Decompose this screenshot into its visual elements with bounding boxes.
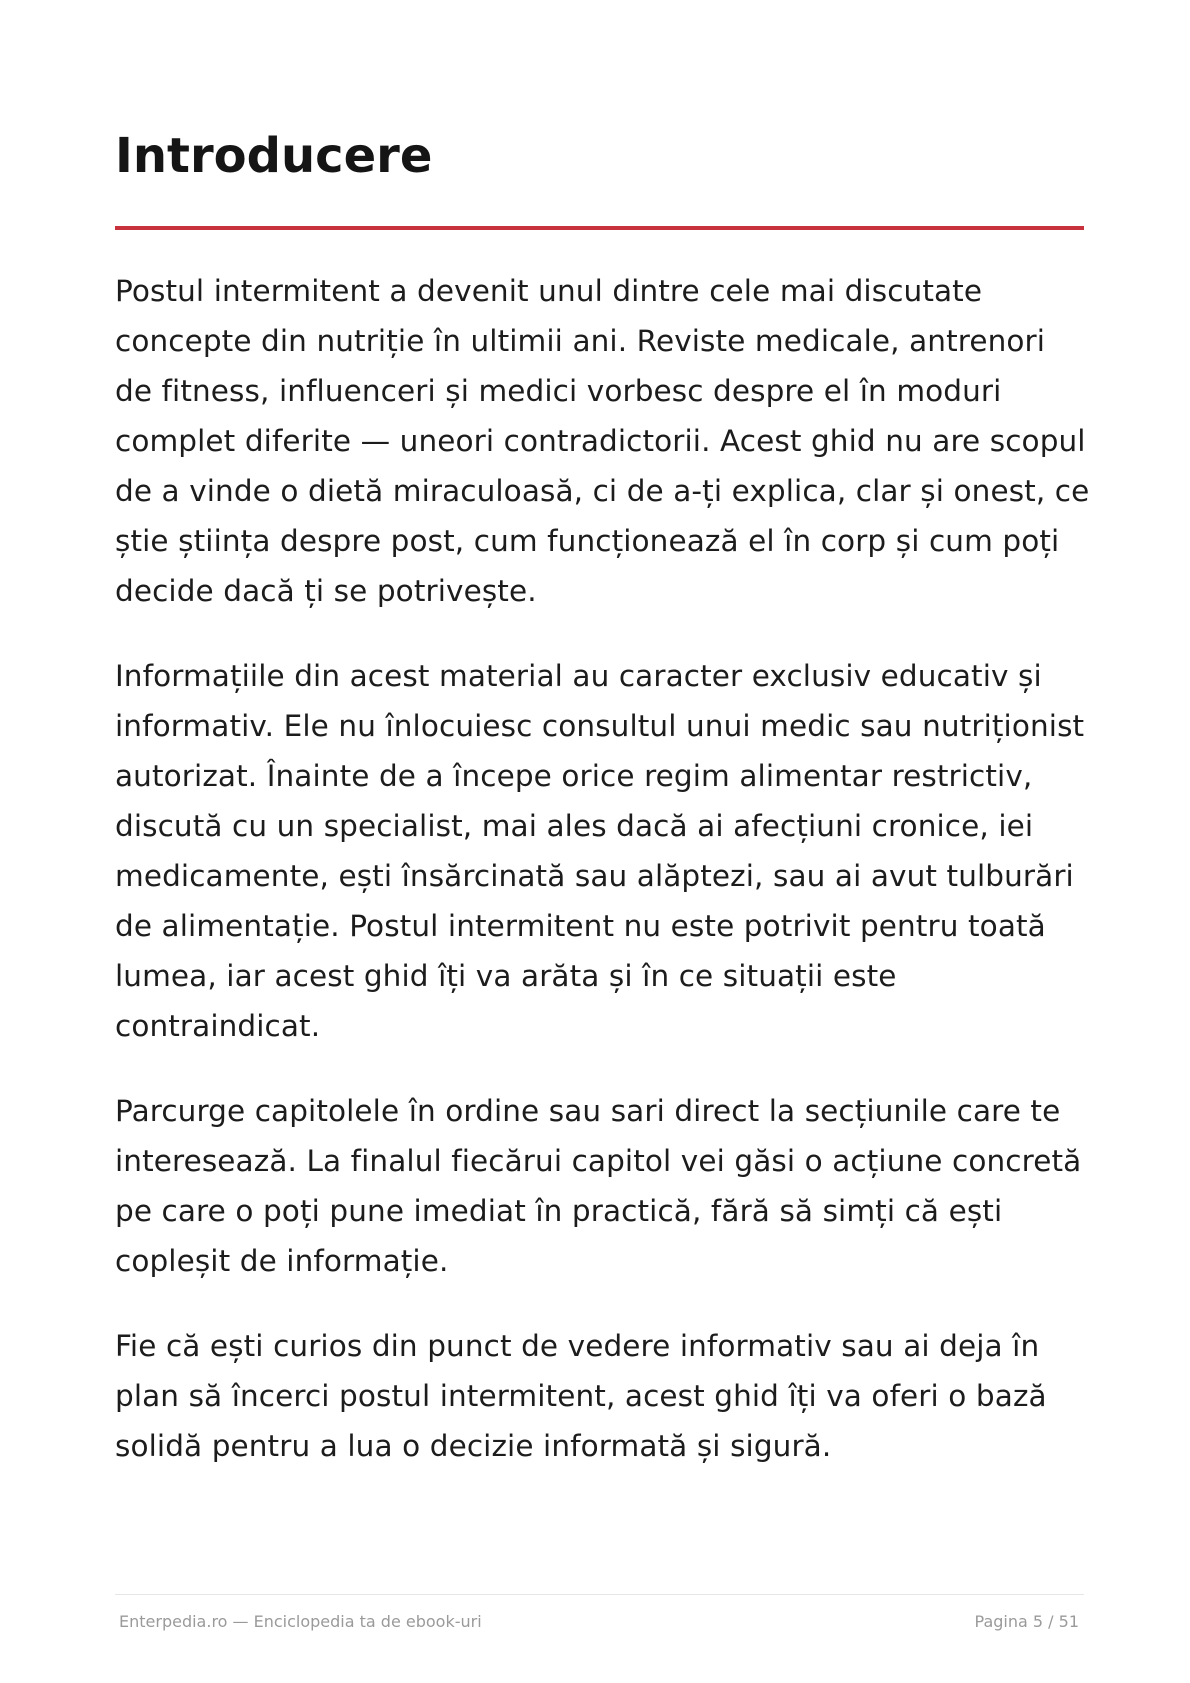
title-divider	[115, 226, 1084, 230]
paragraph-closing: Fie că ești curios din punct de vedere informativ sau ai deja în plan să încerci postul intermitent, acest ghid îți va oferi o bază solidă pentru a lua o decizie informată și sigură.	[115, 1329, 1047, 1463]
footer-site-label: Enterpedia.ro — Enciclopedia ta de ebook-uri	[119, 1612, 482, 1631]
paragraph-how-to-read: Parcurge capitolele în ordine sau sari direct la secțiunile care te interesează. La finalul fiecărui capitol vei găsi o acțiune concretă pe care o poți pune imediat în practică, fără să simți că ești copleșit de informație.	[115, 1094, 1082, 1278]
footer-page-number: Pagina 5 / 51	[974, 1612, 1079, 1631]
paragraph-intro: Postul intermitent a devenit unul dintre cele mai discutate concepte din nutriție în ultimii ani. Reviste medicale, antrenori de fitness, influenceri și medici vorbesc despre el în moduri complet diferite — uneori contradictorii. Acest ghid nu are scopul de a vinde o dietă miraculoasă, ci de a-ți explica, clar și onest, ce știe știința despre post, cum funcționează el în corp și cum poți decide dacă ți se potrivește.	[115, 274, 1090, 608]
page-title: Introducere	[115, 128, 433, 184]
body-text	[115, 266, 1090, 1506]
footer-divider	[115, 1594, 1084, 1595]
paragraph-disclaimer: Informațiile din acest material au caracter exclusiv educativ și informativ. Ele nu înlocuiesc consultul unui medic sau nutriționist autorizat. Înainte de a începe orice regim alimentar restrictiv, discută cu un specialist, mai ales dacă ai afecțiuni cronice, iei medicamente, ești însărcinată sau alăptezi, sau ai avut tulburări de alimentație. Postul intermitent nu este potrivit pentru toată lumea, iar acest ghid îți va arăta și în ce situații este contraindicat.	[115, 659, 1085, 1043]
